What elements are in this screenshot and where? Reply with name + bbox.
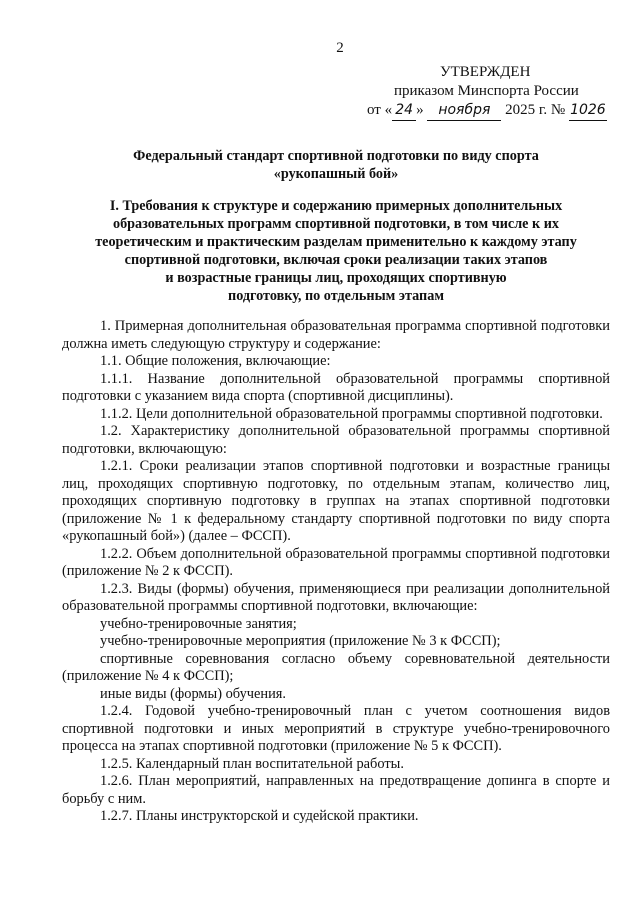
date-prefix: от « bbox=[367, 102, 393, 118]
title-line: Федеральный стандарт спортивной подготовки по виду спорта bbox=[133, 148, 539, 164]
paragraph: 1.2.1. Сроки реализации этапов спортивной подготовки и возрастные границы лиц, проходящих спортивную подготовку, по отдельным этапам, количество лиц, проходящих спортивную подготовку в группах на этапах спортивной подготовки (приложение № 1 к федеральному стандарту спортивной подготовки по виду спорта «рукопашный бой») (далее – ФССП). bbox=[62, 458, 610, 544]
paragraph: 1.2.5. Календарный план воспитательной работы. bbox=[100, 755, 404, 772]
approval-date-line bbox=[367, 101, 627, 121]
section-heading-line: подготовку, по отдельным этапам bbox=[228, 288, 444, 304]
section-heading bbox=[62, 197, 610, 305]
section-heading-line: и возрастные границы лиц, проходящих спортивную bbox=[165, 270, 507, 286]
date-day-handwritten: 24 bbox=[392, 101, 416, 121]
paragraph: 1.1.1. Название дополнительной образовательной программы спортивной подготовки с указанием вида спорта (спортивной дисциплины). bbox=[62, 370, 610, 404]
paragraph: 1.2. Характеристику дополнительной образовательной программы спортивной подготовки, включающую: bbox=[62, 423, 610, 457]
paragraph: 1.1.2. Цели дополнительной образовательной программы спортивной подготовки. bbox=[100, 405, 603, 422]
document-body bbox=[62, 318, 610, 826]
date-month-handwritten: ноября bbox=[427, 101, 501, 121]
date-year: 2025 г. № bbox=[505, 102, 566, 118]
title-line: «рукопашный бой» bbox=[273, 166, 399, 182]
paragraph: 1.2.4. Годовой учебно-тренировочный план с учетом соотношения видов спортивной подготовки и иных мероприятий в структуре учебно-тренировочного процесса на этапах спортивной подготовки (приложение № 5 к ФССП). bbox=[62, 703, 610, 754]
date-sep: » bbox=[416, 102, 424, 118]
paragraph: 1.1. Общие положения, включающие: bbox=[100, 353, 331, 369]
paragraph: учебно-тренировочные мероприятия (приложение № 3 к ФССП); bbox=[100, 633, 501, 649]
paragraph: 1.2.3. Виды (формы) обучения, применяющиеся при реализации дополнительной образовательной программы спортивной подготовки, включающие: bbox=[62, 580, 610, 614]
paragraph: иные виды (формы) обучения. bbox=[100, 685, 287, 702]
approval-stamp bbox=[367, 63, 627, 121]
order-number-handwritten: 1026 bbox=[569, 101, 607, 121]
section-heading-line: теоретическим и практическим разделам применительно к каждому этапу bbox=[95, 234, 577, 250]
paragraph: 1. Примерная дополнительная образовательная программа спортивной подготовки должна иметь следующую структуру и содержание: bbox=[62, 318, 610, 352]
document-title bbox=[62, 147, 610, 183]
section-heading-line: I. Требования к структуре и содержанию примерных дополнительных bbox=[109, 198, 563, 214]
section-heading-line: спортивной подготовки, включая сроки реализации таких этапов bbox=[124, 252, 548, 268]
paragraph: 1.2.6. План мероприятий, направленных на предотвращение допинга в спорте и борьбу с ним. bbox=[62, 773, 610, 807]
paragraph: учебно-тренировочные занятия; bbox=[100, 615, 297, 632]
paragraph: 1.2.2. Объем дополнительной образовательной программы спортивной подготовки (приложение № 2 к ФССП). bbox=[62, 545, 610, 579]
paragraph: 1.2.7. Планы инструкторской и судейской практики. bbox=[100, 808, 419, 824]
approval-title: УТВЕРЖДЕН bbox=[440, 64, 531, 80]
approval-order-of: приказом Минспорта России bbox=[394, 83, 579, 99]
page-number: 2 bbox=[336, 40, 344, 56]
paragraph: спортивные соревнования согласно объему соревновательной деятельности (приложение № 4 к ФССП); bbox=[62, 650, 610, 684]
section-heading-line: образовательных программ спортивной подготовки, в том числе к их bbox=[112, 216, 559, 232]
